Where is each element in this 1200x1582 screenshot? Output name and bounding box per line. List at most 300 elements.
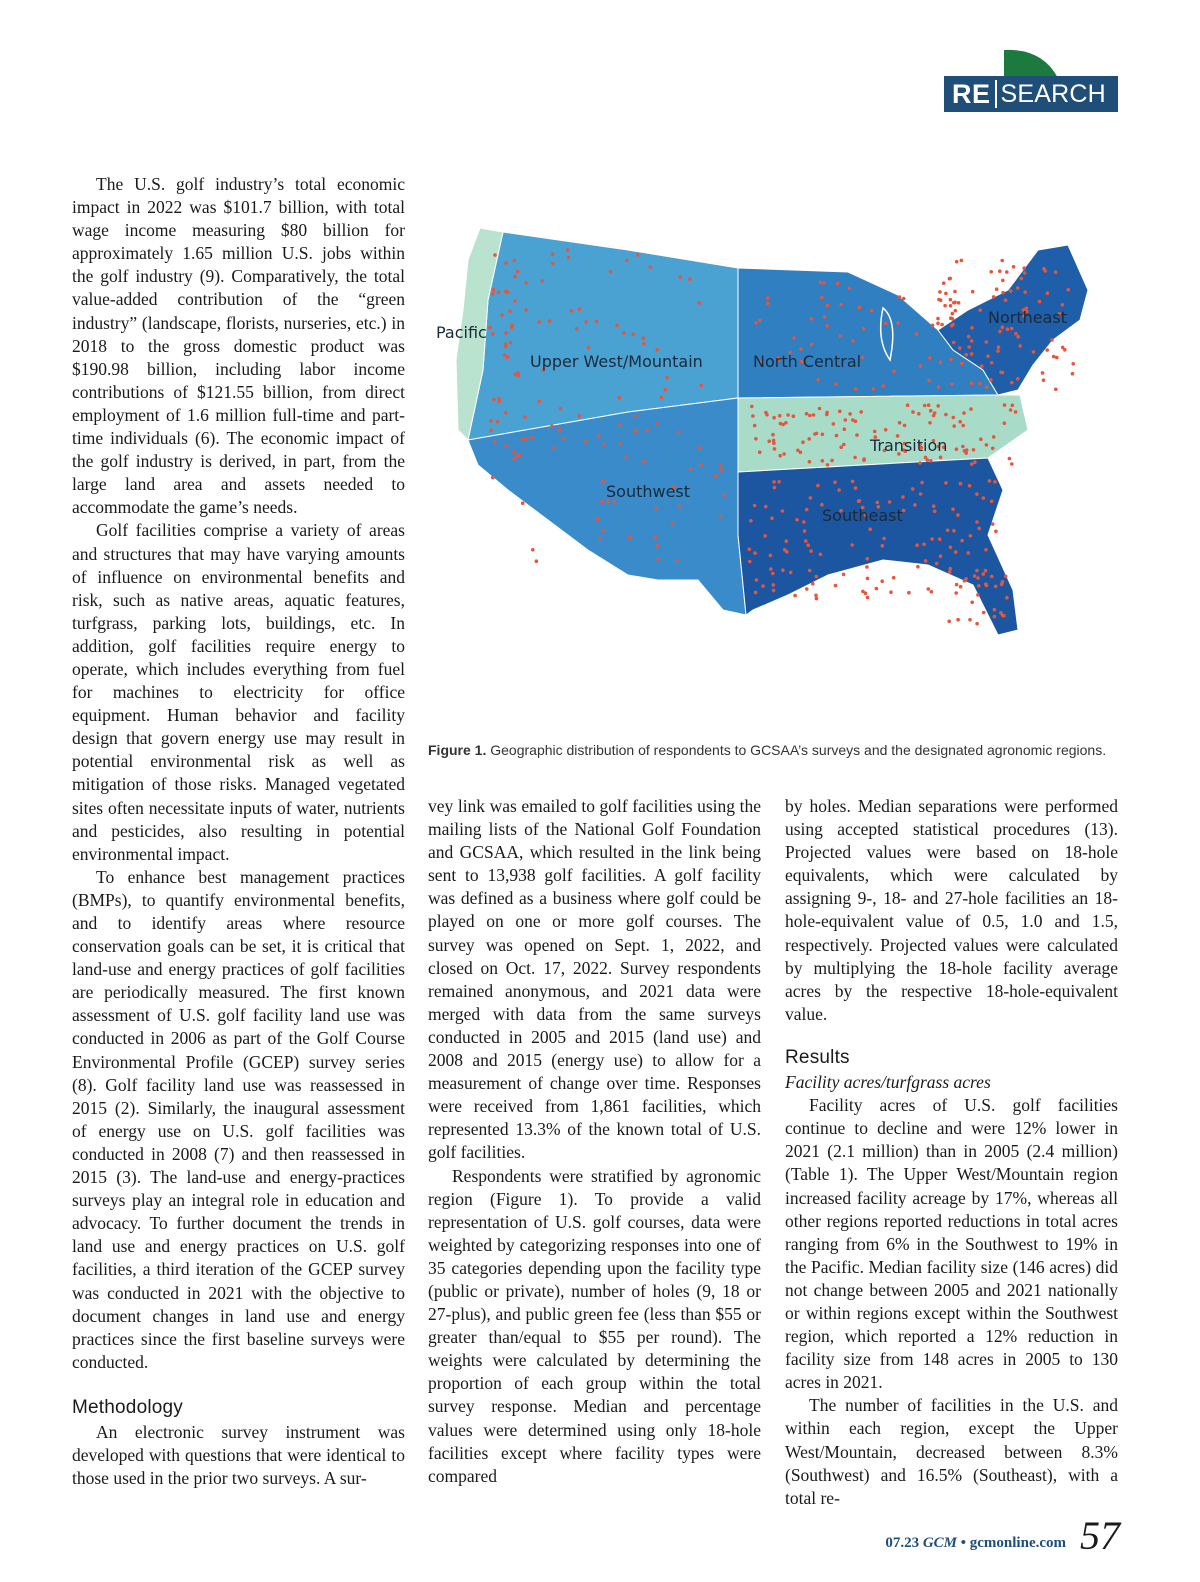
respondent-dot: [602, 443, 606, 447]
respondent-dot: [949, 298, 953, 302]
respondent-dot: [493, 440, 497, 444]
respondent-dot: [492, 398, 496, 402]
respondent-dot: [601, 529, 605, 533]
respondent-dot: [955, 583, 959, 587]
respondent-dot: [786, 413, 790, 417]
respondent-dot: [875, 587, 879, 591]
respondent-dot: [988, 479, 992, 483]
respondent-dot: [498, 400, 502, 404]
respondent-dot: [994, 585, 998, 589]
respondent-dot: [896, 321, 900, 325]
respondent-dot: [753, 424, 757, 428]
respondent-dot: [601, 480, 605, 484]
respondent-dot: [843, 427, 847, 431]
respondent-dot: [769, 567, 773, 571]
respondent-dot: [562, 437, 566, 441]
respondent-dot: [679, 276, 683, 280]
respondent-dot: [513, 275, 517, 279]
respondent-dot: [671, 521, 675, 525]
respondent-dot: [947, 620, 951, 624]
respondent-dot: [781, 568, 785, 572]
respondent-dot: [939, 554, 943, 558]
respondent-dot: [936, 404, 940, 408]
respondent-dot: [949, 304, 953, 308]
respondent-dot: [1054, 270, 1058, 274]
respondent-dot: [1023, 290, 1027, 294]
respondent-dot: [985, 340, 989, 344]
respondent-dot: [970, 326, 974, 330]
respondent-dot: [1002, 614, 1006, 618]
respondent-dot: [587, 346, 591, 350]
respondent-dot: [986, 354, 990, 358]
respondent-dot: [962, 411, 966, 415]
respondent-dot: [489, 428, 493, 432]
respondent-dot: [819, 553, 823, 557]
results-subheading: Facility acres/turfgrass acres: [785, 1072, 991, 1093]
respondent-dot: [497, 291, 501, 295]
respondent-dot: [998, 269, 1002, 273]
respondent-dot: [1016, 286, 1020, 290]
respondent-dot: [950, 383, 954, 387]
respondent-dot: [504, 411, 508, 415]
label-southwest: Southwest: [606, 482, 691, 501]
respondent-dot: [512, 450, 516, 454]
respondent-dot: [818, 407, 822, 411]
respondent-dot: [929, 459, 933, 463]
respondent-dot: [862, 458, 866, 462]
respondent-dot: [584, 320, 588, 324]
research-logo: [944, 48, 1118, 112]
respondent-dot: [649, 266, 653, 270]
respondent-dot: [990, 575, 994, 579]
respondent-dot: [906, 403, 910, 407]
respondent-dot: [636, 253, 640, 257]
respondent-dot: [929, 409, 933, 413]
respondent-dot: [535, 559, 539, 563]
respondent-dot: [688, 277, 692, 281]
respondent-dot: [642, 342, 646, 346]
respondent-dot: [898, 295, 902, 299]
respondent-dot: [1067, 288, 1071, 292]
respondent-dot: [850, 543, 854, 547]
respondent-dot: [984, 569, 988, 573]
respondent-dot: [936, 317, 940, 321]
respondent-dot: [541, 279, 545, 283]
respondent-dot: [804, 539, 808, 543]
respondent-dot: [505, 444, 509, 448]
respondent-dot: [808, 414, 812, 418]
respondent-dot: [949, 546, 953, 550]
page-number: 57: [1080, 1513, 1120, 1558]
respondent-dot: [772, 441, 776, 445]
respondent-dot: [861, 356, 865, 360]
respondent-dot: [488, 326, 492, 330]
respondent-dot: [622, 331, 626, 335]
figure-caption: [428, 742, 1118, 758]
respondent-dot: [970, 352, 974, 356]
respondent-dot: [524, 437, 528, 441]
respondent-dot: [781, 509, 785, 513]
respondent-dot: [1011, 404, 1015, 408]
respondent-dot: [957, 301, 961, 305]
respondent-dot: [812, 413, 816, 417]
respondent-dot: [753, 551, 757, 555]
respondent-dot: [1054, 388, 1058, 392]
logo-bar: [944, 76, 1118, 112]
respondent-dot: [792, 414, 796, 418]
respondent-dot: [755, 578, 759, 582]
respondent-dot: [928, 421, 932, 425]
respondent-dot: [861, 590, 865, 594]
respondent-dot: [973, 574, 977, 578]
respondent-dot: [497, 397, 501, 401]
respondent-dot: [873, 430, 877, 434]
respondent-dot: [851, 339, 855, 343]
respondent-dot: [922, 543, 926, 547]
respondent-dot: [657, 558, 661, 562]
respondent-dot: [975, 569, 979, 573]
respondent-dot: [595, 320, 599, 324]
respondent-dot: [1045, 348, 1049, 352]
respondent-dot: [523, 415, 527, 419]
respondent-dot: [991, 447, 995, 451]
respondent-dot: [960, 539, 964, 543]
respondent-dot: [842, 573, 846, 577]
respondent-dot: [955, 260, 959, 264]
respondent-dot: [792, 336, 796, 340]
respondent-dot: [805, 508, 809, 512]
respondent-dot: [968, 618, 972, 622]
respondent-dot: [551, 262, 555, 266]
respondent-dot: [998, 330, 1002, 334]
respondent-dot: [975, 622, 979, 626]
respondent-dot: [889, 590, 893, 594]
respondent-dot: [963, 449, 967, 453]
respondent-dot: [1023, 271, 1027, 275]
respondent-dot: [834, 584, 838, 588]
paragraph: Respondents were stratified by agronomic region (Figure 1). To provide a valid representation of U.S. golf courses, data were weighted by categorizing responses into one of 35 categories depending upon the facility type (public or private), number of holes (9, 18 or 27-plus), and public green fee (less than $55 or greater than/equal to $55 per round). The weights were calculated by determining the proportion of each group within the total survey response. Median and percentage values were determined using only 18-hole facilities except where facility types were compared: [428, 1165, 761, 1486]
respondent-dot: [1005, 596, 1009, 600]
respondent-dot: [770, 516, 774, 520]
respondent-dot: [566, 248, 570, 252]
respondent-dot: [806, 543, 810, 547]
respondent-dot: [933, 510, 937, 514]
paragraph: An electronic survey instrument was developed with questions that were identical to those used in the prior two surveys. A sur-: [72, 1421, 405, 1489]
respondent-dot: [558, 428, 562, 432]
column-2: [428, 795, 761, 1488]
respondent-dot: [1022, 266, 1026, 270]
respondent-dot: [948, 570, 952, 574]
respondent-dot: [919, 492, 923, 496]
respondent-dot: [928, 356, 932, 360]
respondent-dot: [982, 496, 986, 500]
respondent-dot: [903, 424, 907, 428]
respondent-dot: [826, 463, 830, 467]
respondent-dot: [799, 347, 803, 351]
respondent-dot: [994, 530, 998, 534]
respondent-dot: [1050, 338, 1054, 342]
respondent-dot: [754, 437, 758, 441]
respondent-dot: [927, 379, 931, 383]
respondent-dot: [795, 518, 799, 522]
respondent-dot: [819, 281, 823, 285]
respondent-dot: [948, 277, 952, 281]
us-regions-map: [428, 190, 1118, 738]
respondent-dot: [510, 324, 514, 328]
respondent-dot: [872, 387, 876, 391]
respondent-dot: [892, 369, 896, 373]
respondent-dot: [938, 537, 942, 541]
respondent-dot: [916, 565, 920, 569]
respondent-dot: [967, 335, 971, 339]
respondent-dot: [971, 290, 975, 294]
respondent-dot: [1071, 362, 1075, 366]
respondent-dot: [960, 362, 964, 366]
respondent-dot: [618, 396, 622, 400]
respondent-dot: [943, 304, 947, 308]
respondent-dot: [699, 384, 703, 388]
paragraph: vey link was emailed to golf facilities using the mailing lists of the National Golf Foundation and GCSAA, which resulted in the link being sent to 13,938 golf facilities. A golf facility was defined as a business where golf could be played on one or more golf courses. The survey was opened on Sept. 1, 2022, and closed on Oct. 17, 2022. Survey respondents remained anonymous, and 2021 data were merged with data from the same surveys conducted in 2005 and 2015 (land use) and 2008 and 2015 (energy use) to allow for a measurement of change over time. Responses were received from 1,861 facilities, which represented 13.3% of the known total of U.S. golf facilities.: [428, 796, 761, 1163]
respondent-dot: [675, 559, 679, 563]
respondent-dot: [758, 319, 762, 323]
respondent-dot: [822, 281, 826, 285]
respondent-dot: [748, 548, 752, 552]
respondent-dot: [805, 587, 809, 591]
respondent-dot: [949, 358, 953, 362]
respondent-dot: [833, 480, 837, 484]
column-1: [72, 173, 405, 1490]
respondent-dot: [654, 507, 658, 511]
respondent-dot: [938, 290, 942, 294]
respondent-dot: [940, 323, 944, 327]
respondent-dot: [970, 382, 974, 386]
respondent-dot: [951, 323, 955, 327]
respondent-dot: [491, 476, 495, 480]
respondent-dot: [570, 309, 574, 313]
respondent-dot: [773, 447, 777, 451]
methodology-heading: Methodology: [72, 1396, 183, 1418]
respondent-dot: [785, 550, 789, 554]
respondent-dot: [772, 480, 776, 484]
respondent-dot: [504, 342, 508, 346]
respondent-dot: [973, 460, 977, 464]
respondent-dot: [816, 484, 820, 488]
respondent-dot: [618, 423, 622, 427]
respondent-dot: [1001, 371, 1005, 375]
respondent-dot: [491, 332, 495, 336]
respondent-dot: [807, 437, 811, 441]
respondent-dot: [808, 460, 812, 464]
label-north-central: North Central: [753, 352, 862, 371]
respondent-dot: [1001, 279, 1005, 283]
respondent-dot: [1009, 408, 1013, 412]
respondent-dot: [1001, 291, 1005, 295]
respondent-dot: [951, 507, 955, 511]
respondent-dot: [898, 421, 902, 425]
respondent-dot: [496, 420, 500, 424]
respondent-dot: [944, 413, 948, 417]
respondent-dot: [993, 615, 997, 619]
respondent-dot: [538, 400, 542, 404]
region-southeast: [738, 458, 1018, 635]
respondent-dot: [1014, 332, 1018, 336]
respondent-dot: [835, 434, 839, 438]
respondent-dot: [882, 384, 886, 388]
respondent-dot: [1009, 289, 1013, 293]
respondent-dot: [932, 504, 936, 508]
respondent-dot: [503, 353, 507, 357]
respondent-dot: [769, 554, 773, 558]
respondent-dot: [997, 345, 1001, 349]
respondent-dot: [991, 522, 995, 526]
label-pacific: Pacific: [436, 323, 487, 342]
respondent-dot: [837, 488, 841, 492]
respondent-dot: [803, 529, 807, 533]
respondent-dot: [1042, 378, 1046, 382]
respondent-dot: [689, 467, 693, 471]
respondent-dot: [999, 611, 1003, 615]
respondent-dot: [646, 429, 650, 433]
respondent-dot: [810, 317, 814, 321]
respondent-dot: [766, 301, 770, 305]
respondent-dot: [992, 435, 996, 439]
respondent-dot: [531, 548, 535, 552]
respondent-dot: [963, 579, 967, 583]
respondent-dot: [865, 557, 869, 561]
respondent-dot: [1041, 371, 1045, 375]
respondent-dot: [901, 495, 905, 499]
respondent-dot: [1016, 377, 1020, 381]
respondent-dot: [578, 414, 582, 418]
respondent-dot: [866, 596, 870, 600]
respondent-dot: [633, 429, 637, 433]
respondent-dot: [811, 582, 815, 586]
respondent-dot: [748, 560, 752, 564]
page-footer: [780, 1513, 1120, 1558]
respondent-dot: [854, 387, 858, 391]
respondent-dot: [1014, 410, 1018, 414]
respondent-dot: [777, 480, 781, 484]
respondent-dot: [952, 301, 956, 305]
respondent-dot: [809, 549, 813, 553]
respondent-dot: [915, 332, 919, 336]
respondent-dot: [761, 584, 765, 588]
respondent-dot: [767, 439, 771, 443]
respondent-dot: [1010, 462, 1014, 466]
respondent-dot: [884, 428, 888, 432]
respondent-dot: [830, 459, 834, 463]
respondent-dot: [825, 324, 829, 328]
respondent-dot: [772, 583, 776, 587]
respondent-dot: [758, 450, 762, 454]
respondent-dot: [825, 413, 829, 417]
respondent-dot: [865, 565, 869, 569]
respondent-dot: [1063, 348, 1067, 352]
respondent-dot: [764, 411, 768, 415]
respondent-dot: [698, 301, 702, 305]
respondent-dot: [961, 445, 965, 449]
respondent-dot: [993, 608, 997, 612]
respondent-dot: [961, 424, 965, 428]
respondent-dot: [993, 480, 997, 484]
respondent-dot: [782, 452, 786, 456]
respondent-dot: [754, 591, 758, 595]
logo-search: SEARCH: [1000, 79, 1106, 108]
leaf-icon: [1002, 48, 1058, 78]
respondent-dot: [628, 536, 632, 540]
respondent-dot: [677, 430, 681, 434]
respondent-dot: [524, 308, 528, 312]
respondent-dot: [530, 436, 534, 440]
respondent-dot: [567, 256, 571, 260]
respondent-dot: [977, 527, 981, 531]
respondent-dot: [989, 378, 993, 382]
respondent-dot: [719, 463, 723, 467]
respondent-dot: [952, 341, 956, 345]
respondent-dot: [513, 259, 517, 263]
respondent-dot: [1038, 300, 1042, 304]
label-northeast: Northeast: [988, 308, 1068, 327]
respondent-dot: [936, 322, 940, 326]
respondent-dot: [842, 443, 846, 447]
respondent-dot: [980, 364, 984, 368]
respondent-dot: [766, 296, 770, 300]
respondent-dot: [854, 486, 858, 490]
respondent-dot: [813, 432, 817, 436]
respondent-dot: [512, 457, 516, 461]
respondent-dot: [907, 591, 911, 595]
respondent-dot: [789, 571, 793, 575]
respondent-dot: [1071, 372, 1075, 376]
respondent-dot: [551, 252, 555, 256]
respondent-dot: [821, 433, 825, 437]
respondent-dot: [615, 324, 619, 328]
respondent-dot: [801, 440, 805, 444]
respondent-dot: [866, 577, 870, 581]
respondent-dot: [984, 548, 988, 552]
caption-text: Geographic distribution of respondents to GCSAA’s surveys and the designated agronomic regions.: [486, 742, 1107, 758]
respondent-dot: [1043, 269, 1047, 273]
respondent-dot: [917, 412, 921, 416]
respondent-dot: [625, 259, 629, 263]
respondent-dot: [969, 534, 973, 538]
respondent-dot: [935, 562, 939, 566]
respondent-dot: [823, 315, 827, 319]
respondent-dot: [778, 414, 782, 418]
respondent-dot: [949, 316, 953, 320]
respondent-dot: [1032, 350, 1036, 354]
respondent-dot: [1061, 303, 1065, 307]
respondent-dot: [821, 459, 825, 463]
respondent-dot: [815, 575, 819, 579]
respondent-dot: [509, 341, 513, 345]
respondent-dot: [954, 591, 958, 595]
respondent-dot: [750, 405, 754, 409]
respondent-dot: [976, 576, 980, 580]
respondent-dot: [975, 492, 979, 496]
respondent-dot: [723, 494, 727, 498]
respondent-dot: [949, 567, 953, 571]
respondent-dot: [834, 382, 838, 386]
respondent-dot: [939, 299, 943, 303]
respondent-dot: [772, 416, 776, 420]
paragraph: The U.S. golf industry’s total economic impact in 2022 was $101.7 billion, with total wage income measuring $80 billion for approximately 1.65 million U.S. jobs within the golf industry (9). Comparatively, the total value-added contribution of the “green industry” (landscape, florists, nurseries, etc.) in 2018 to the gross domestic product was $190.98 billion, including labor income contributions of $121.55 billion, from direct employment of 1.6 million full-time and part-time individuals (6). The economic impact of the golf industry is derived, in part, from the large land area and assets needed to accommodate the game’s needs.: [72, 174, 405, 518]
respondent-dot: [982, 572, 986, 576]
respondent-dot: [930, 537, 934, 541]
respondent-dot: [862, 327, 866, 331]
respondent-dot: [958, 346, 962, 350]
respondent-dot: [880, 579, 884, 583]
